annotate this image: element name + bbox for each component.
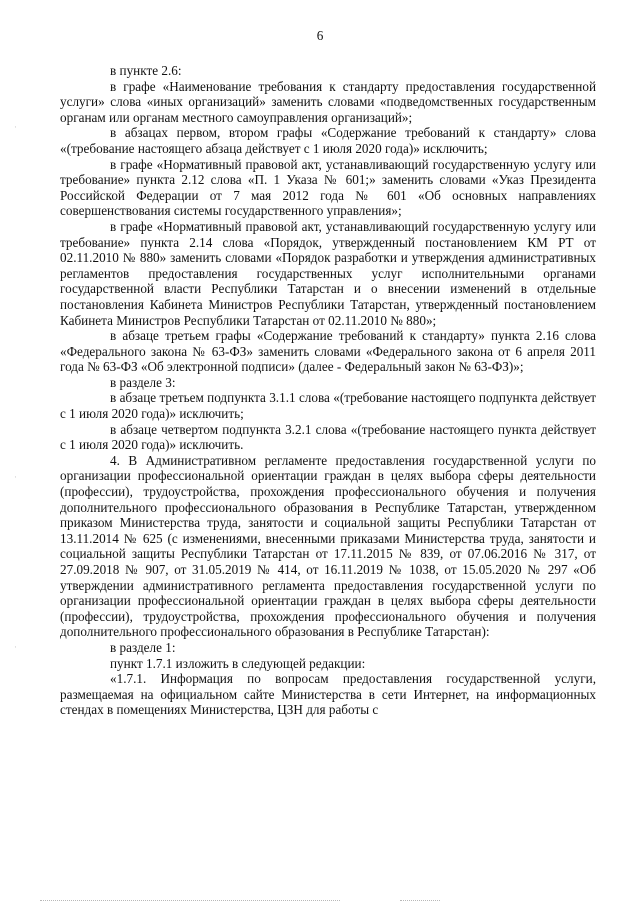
paragraph-standard-content: в абзацах первом, втором графы «Содержание требований к стандарту» слова «(требование настоящего абзаца действует с 1 июля 2020 года)» исключить;: [60, 125, 596, 156]
scan-speck: ·: [14, 472, 17, 482]
page-number: 6: [316, 28, 324, 43]
paragraph-item-2-16: в абзаце третьем графы «Содержание требований к стандарту» пункта 2.16 слова «Федерального закона № 63-ФЗ» заменить словами «Федерального закона от 6 апреля 2011 года № 63-ФЗ «Об электронной подписи» (далее - Федеральный закон № 63-ФЗ)»;: [60, 328, 596, 375]
scan-speck: ·: [14, 642, 17, 652]
paragraph-item-1-7-1-text: «1.7.1. Информация по вопросам предоставления государственной услуги, размещаемая на официальном сайте Министерства в сети Интернет, на информационных стендах в помещениях Министерства, ЦЗН для работы с: [60, 671, 596, 718]
paragraph-item-1-7-1-intro: пункт 1.7.1 изложить в следующей редакции:: [110, 655, 366, 671]
paragraph-section-2-6: в пункте 2.6:: [110, 63, 182, 78]
paragraph-standard-name: в графе «Наименование требования к стандарту предоставления государственной услуги» слова «иных организаций» заменить словами «подведомственных государственным органам или органам местного самоуправления организаций»;: [60, 78, 596, 125]
paragraph-item-4-regulation: 4. В Административном регламенте предоставления государственной услуги по организации профессиональной ориентации граждан в целях выбора сферы деятельности (профессии), трудоустройства, прохождения профессионального обучения и получения дополнительного профессионального образования в Республике Татарстан, утвержденном приказом Министерства труда, занятости и социальной защиты Республики Татарстан от 13.11.2014 № 625 (с изменениями, внесенными приказами Министерства труда, занятости и социальной защиты Республики Татарстан от 17.11.2015 № 839, от 07.06.2016 № 317, от 27.09.2018 № 907, от 31.05.2019 № 414, от 16.11.2019 № 1038, от 15.05.2020 № 297 «Об утверждении административного регламента предоставления государственной услуги по организации профессиональной ориентации граждан в целях выбора сферы деятельности (профессии), трудоустройства, прохождения профессионального обучения и получения дополнительного профессионального образования в Республике Татарстан):: [60, 452, 596, 640]
paragraph-item-2-12: в графе «Нормативный правовой акт, устанавливающий государственную услугу или требование» пункта 2.12 слова «П. 1 Указа № 601;» заменить словами «Указ Президента Российской Федерации от 7 мая 2012 года № 601 «Об основных направлениях совершенствования системы государственного управления»;: [60, 156, 596, 219]
paragraph-section-1: в разделе 1:: [110, 639, 176, 655]
scan-artifact-line: [400, 900, 440, 902]
paragraph-subitem-3-1-1: в абзаце третьем подпункта 3.1.1 слова «(требование настоящего подпункта действует с 1 июля 2020 года)» исключить;: [60, 390, 596, 422]
scan-artifact-line: [40, 900, 340, 902]
document-body: [60, 63, 596, 718]
paragraph-section-3: в разделе 3:: [110, 374, 176, 390]
paragraph-item-2-14: в графе «Нормативный правовой акт, устанавливающий государственную услугу или требование» пункта 2.14 слова «Порядок, утвержденный постановлением КМ РТ от 02.11.2010 № 880» заменить словами «Порядок разработки и утверждения административных регламентов предоставления государственных услуг исполнительными органами государственной власти Республики Татарстан и о внесении изменений в отдельные постановления Кабинета Министров Республики Татарстан, утвержденный постановлением Кабинета Министров Республики Татарстан от 02.11.2010 № 880»;: [60, 218, 596, 328]
paragraph-subitem-3-2-1: в абзаце четвертом подпункта 3.2.1 слова «(требование настоящего пункта действует с 1 июля 2020 года)» исключить.: [60, 421, 596, 453]
scan-speck: ·: [14, 122, 17, 132]
